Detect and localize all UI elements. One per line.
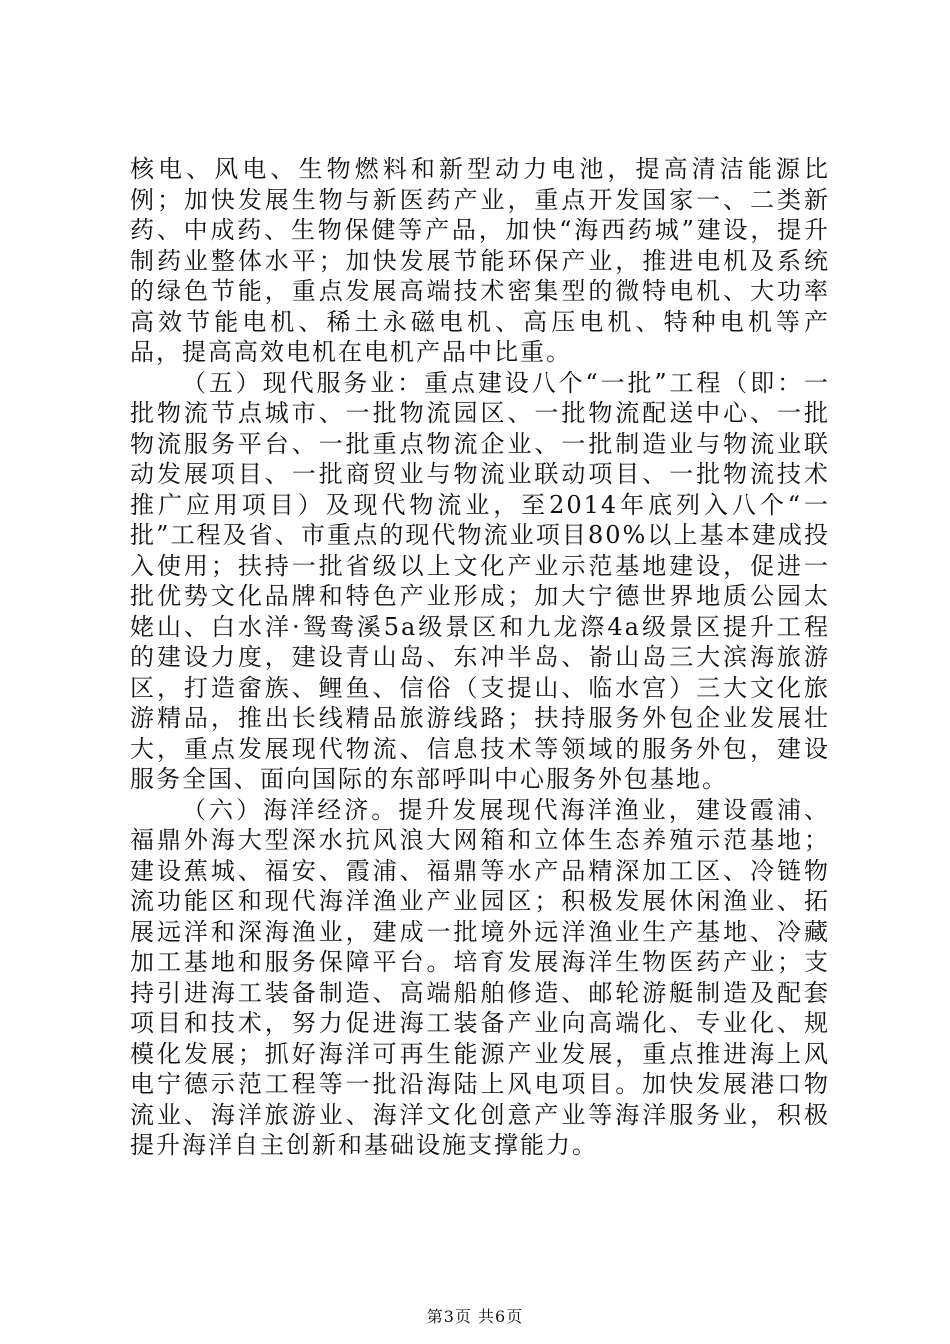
page-footer: 第3页 共6页 bbox=[426, 1307, 524, 1326]
paragraph-marine-economy: （六）海洋经济。提升发展现代海洋渔业，建设霞浦、福鼎外海大型深水抗风浪大网箱和立体生态养殖示范基地；建设蕉城、福安、霞浦、福鼎等水产品精深加工区、冷链物流功能区和现代海洋渔业产业园区；积极发展休闲渔业、拓展远洋和深海渔业，建成一批境外远洋渔业生产基地、冷藏加工基地和服务保障平台。培育发展海洋生物医药产业；支持引进海工装备制造、高端船舶修造、邮轮游艇制造及配套项目和技术，努力促进海工装备产业向高端化、专业化、规模化发展；抓好海洋可再生能源产业发展，重点推进海上风电宁德示范工程等一批沿海陆上风电项目。加快发展港口物流业、海洋旅游业、海洋文化创意产业等海洋服务业，积极提升海洋自主创新和基础设施支撑能力。 bbox=[130, 795, 830, 1159]
paragraph-energy-medicine: 核电、风电、生物燃料和新型动力电池，提高清洁能源比例；加快发展生物与新医药产业，重点开发国家一、二类新药、中成药、生物保健等产品，加快“海西药城”建设，提升制药业整体水平；加快发展节能环保产业，推进电机及系统的绿色节能，重点发展高端技术密集型的微特电机、大功率高效节能电机、稀土永磁电机、高压电机、特种电机等产品，提高高效电机在电机产品中比重。 bbox=[130, 155, 830, 366]
paragraph-modern-services: （五）现代服务业：重点建设八个“一批”工程（即：一批物流节点城市、一批物流园区、一批物流配送中心、一批物流服务平台、一批重点物流企业、一批制造业与物流业联动发展项目、一批商贸业与物流业联动项目、一批物流技术推广应用项目）及现代物流业，至2014年底列入八个“一批”工程及省、市重点的现代物流业项目80%以上基本建成投入使用；扶持一批省级以上文化产业示范基地建设，促进一批优势文化品牌和特色产业形成；加大宁德世界地质公园太姥山、白水洋·鸳鸯溪5a级景区和九龙漈4a级景区提升工程的建设力度，建设青山岛、东冲半岛、嵛山岛三大滨海旅游区，打造畲族、鲤鱼、信俗（支提山、临水宫）三大文化旅游精品，推出长线精品旅游线路；扶持服务外包企业发展壮大，重点发展现代物流、信息技术等领域的服务外包，建设服务全国、面向国际的东部呼叫中心服务外包基地。 bbox=[130, 368, 830, 793]
document-body bbox=[130, 154, 830, 1161]
